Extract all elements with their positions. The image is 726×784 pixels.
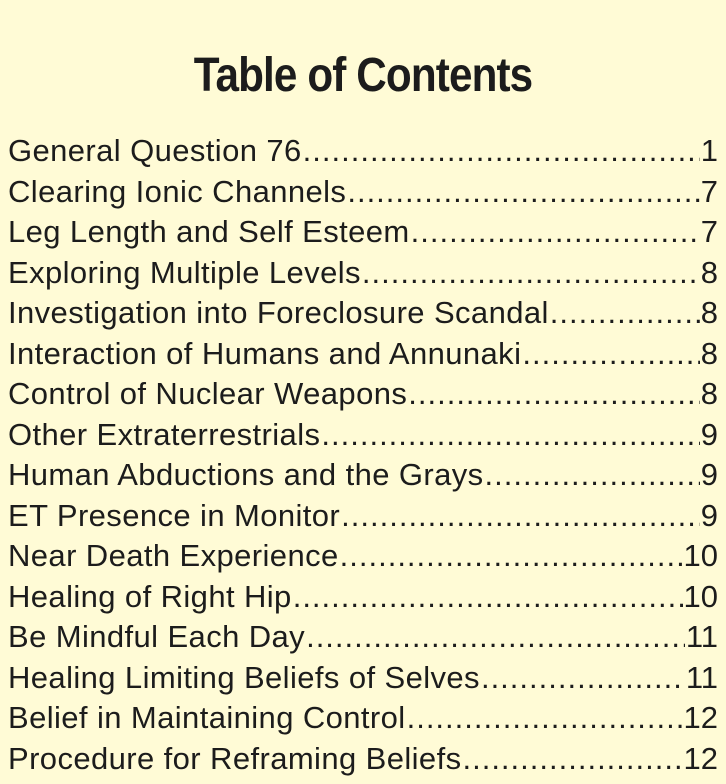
table-of-contents xyxy=(8,131,718,779)
toc-entry[interactable] xyxy=(8,172,718,213)
dot-leader xyxy=(462,739,682,780)
toc-page-number: 9 xyxy=(700,457,718,492)
toc-entry-title: General Question 76 xyxy=(8,133,302,168)
toc-entry[interactable] xyxy=(8,253,718,294)
toc-entry-title: Exploring Multiple Levels xyxy=(8,254,361,290)
toc-entry-title: ET Presence in Monitor xyxy=(8,497,341,533)
toc-entry[interactable] xyxy=(8,496,718,537)
toc-page-number: 12 xyxy=(683,700,718,735)
toc-entry-title: Interaction of Humans and Annunaki xyxy=(8,335,522,371)
dot-leader xyxy=(408,374,700,415)
toc-page-number: 7 xyxy=(700,173,718,209)
dot-leader xyxy=(485,455,700,496)
dot-leader xyxy=(340,536,683,577)
toc-page-number: 7 xyxy=(700,214,718,249)
dot-leader xyxy=(341,496,700,537)
toc-page-number: 11 xyxy=(685,619,718,654)
dot-leader xyxy=(293,577,683,618)
toc-entry-title: Human Abductions and the Grays xyxy=(8,457,484,492)
toc-entry-title: Procedure for Reframing Beliefs xyxy=(8,740,462,776)
toc-entry[interactable] xyxy=(8,374,718,415)
dot-leader xyxy=(306,617,685,658)
toc-page-number: 10 xyxy=(683,538,718,573)
toc-entry[interactable] xyxy=(8,698,718,739)
toc-page-number: 11 xyxy=(685,659,718,695)
toc-entry[interactable] xyxy=(8,334,718,375)
dot-leader xyxy=(411,212,700,253)
toc-entry[interactable] xyxy=(8,536,718,577)
toc-entry-title: Leg Length and Self Esteem xyxy=(8,214,410,249)
toc-entry[interactable] xyxy=(8,212,718,253)
dot-leader xyxy=(550,293,700,334)
dot-leader xyxy=(347,172,699,213)
toc-page-number: 8 xyxy=(700,295,718,330)
toc-entry-title: Belief in Maintaining Control xyxy=(8,700,406,735)
toc-entry[interactable] xyxy=(8,617,718,658)
toc-entry-title: Be Mindful Each Day xyxy=(8,619,306,654)
dot-leader xyxy=(407,698,683,739)
dot-leader xyxy=(321,415,699,456)
toc-entry-title: Healing Limiting Beliefs of Selves xyxy=(8,659,480,695)
toc-page-number: 9 xyxy=(700,497,718,533)
dot-leader xyxy=(303,131,700,172)
dot-leader xyxy=(522,334,699,375)
toc-page-number: 12 xyxy=(683,740,718,776)
toc-entry-title: Near Death Experience xyxy=(8,538,339,573)
toc-entry[interactable] xyxy=(8,739,718,780)
toc-page-number: 8 xyxy=(700,254,718,290)
toc-page-number: 9 xyxy=(700,416,718,452)
toc-entry[interactable] xyxy=(8,577,718,618)
dot-leader xyxy=(481,658,685,699)
toc-page-number: 8 xyxy=(700,376,718,411)
toc-entry-title: Healing of Right Hip xyxy=(8,578,292,614)
toc-page-number: 1 xyxy=(700,133,718,168)
toc-entry-title: Investigation into Foreclosure Scandal xyxy=(8,295,549,330)
toc-entry[interactable] xyxy=(8,131,718,172)
toc-entry[interactable] xyxy=(8,293,718,334)
toc-page-number: 10 xyxy=(683,578,718,614)
toc-page-number: 8 xyxy=(700,335,718,371)
toc-entry[interactable] xyxy=(8,658,718,699)
toc-entry[interactable] xyxy=(8,415,718,456)
toc-entry-title: Clearing Ionic Channels xyxy=(8,173,347,209)
toc-entry-title: Other Extraterrestrials xyxy=(8,416,321,452)
page-title: Table of Contents xyxy=(193,49,533,103)
toc-entry-title: Control of Nuclear Weapons xyxy=(8,376,408,411)
dot-leader xyxy=(362,253,700,294)
toc-entry[interactable] xyxy=(8,455,718,496)
